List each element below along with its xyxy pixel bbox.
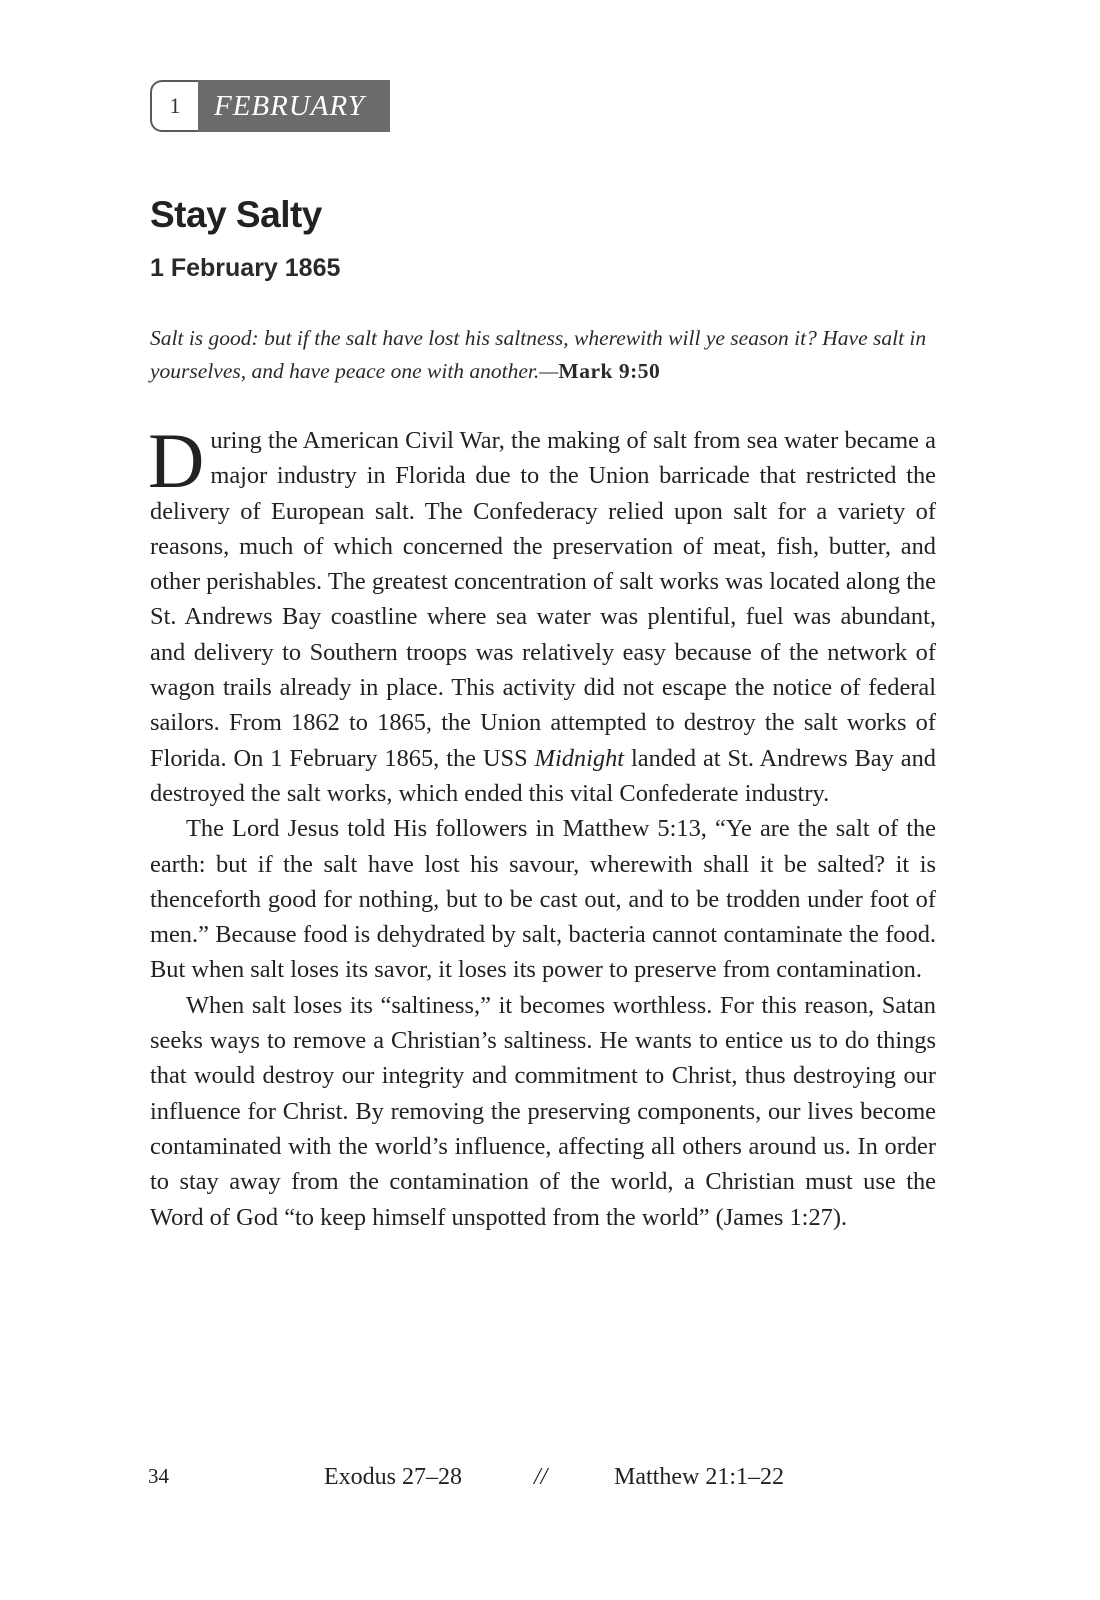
- paragraph-3: When salt loses its “saltiness,” it becomes worthless. For this reason, Satan seeks ways to remove a Christian’s saltiness. He wants to entice us to do things that would destroy our integrity and commitment to Christ, thus destroying our influence for Christ. By removing the preserving components, our lives become contaminated with the world’s influence, affecting all others around us. In order to stay away from the contamination of the world, a Christian must use the Word of God “to keep himself unspotted from the world” (James 1:27).: [150, 991, 936, 1231]
- date-tab-day: 1: [150, 80, 198, 132]
- date-tab-month: FEBRUARY: [198, 80, 390, 132]
- date-tab: [150, 80, 390, 132]
- paragraph-1-text-b: landed at St. Andrews Bay and destroyed the salt works, which ended this vital Confederate industry.: [150, 744, 936, 807]
- scripture-verse: [150, 322, 936, 388]
- daily-reading-new-testament: Matthew 21:1–22: [614, 1464, 784, 1490]
- reading-separator: //: [534, 1464, 548, 1490]
- verse-text: Salt is good: but if the salt have lost his saltness, wherewith will ye season it? Have salt in yourselves, and have peace one with another.—: [150, 326, 927, 383]
- verse-reference: Mark 9:50: [558, 359, 661, 383]
- page-title: Stay Salty: [150, 194, 322, 235]
- page-footer: [0, 1464, 1100, 1500]
- ship-name: Midnight: [534, 744, 625, 772]
- daily-reading-old-testament: Exodus 27–28: [324, 1464, 462, 1490]
- paragraph-1-text-a: uring the American Civil War, the making of salt from sea water became a major industry in Florida due to the Union barricade that restricted the delivery of European salt. The Confederacy relied upon salt for a variety of reasons, much of which concerned the preservation of meat, fish, butter, and other perishables. The greatest concentration of salt works was located along the St. Andrews Bay coastline where sea water was plentiful, fuel was abundant, and delivery to Southern troops was relatively easy because of the network of wagon trails already in place. This activity did not escape the notice of federal sailors. From 1862 to 1865, the Union attempted to destroy the salt works of Florida. On 1 February 1865, the USS: [150, 427, 936, 772]
- page-subtitle: 1 February 1865: [150, 254, 341, 282]
- devotional-body: [148, 417, 936, 1235]
- drop-cap: D: [148, 417, 205, 504]
- page-number: 34: [148, 1464, 169, 1488]
- paragraph-1: [148, 417, 936, 811]
- paragraph-2: The Lord Jesus told His followers in Matthew 5:13, “Ye are the salt of the earth: but if the salt have lost his savour, wherewith shall it be salted? it is thenceforth good for nothing, but to be cast out, and to be trodden under foot of men.” Because food is dehydrated by salt, bacteria cannot contaminate the food. But when salt loses its savor, it loses its power to preserve from contamination.: [150, 815, 936, 984]
